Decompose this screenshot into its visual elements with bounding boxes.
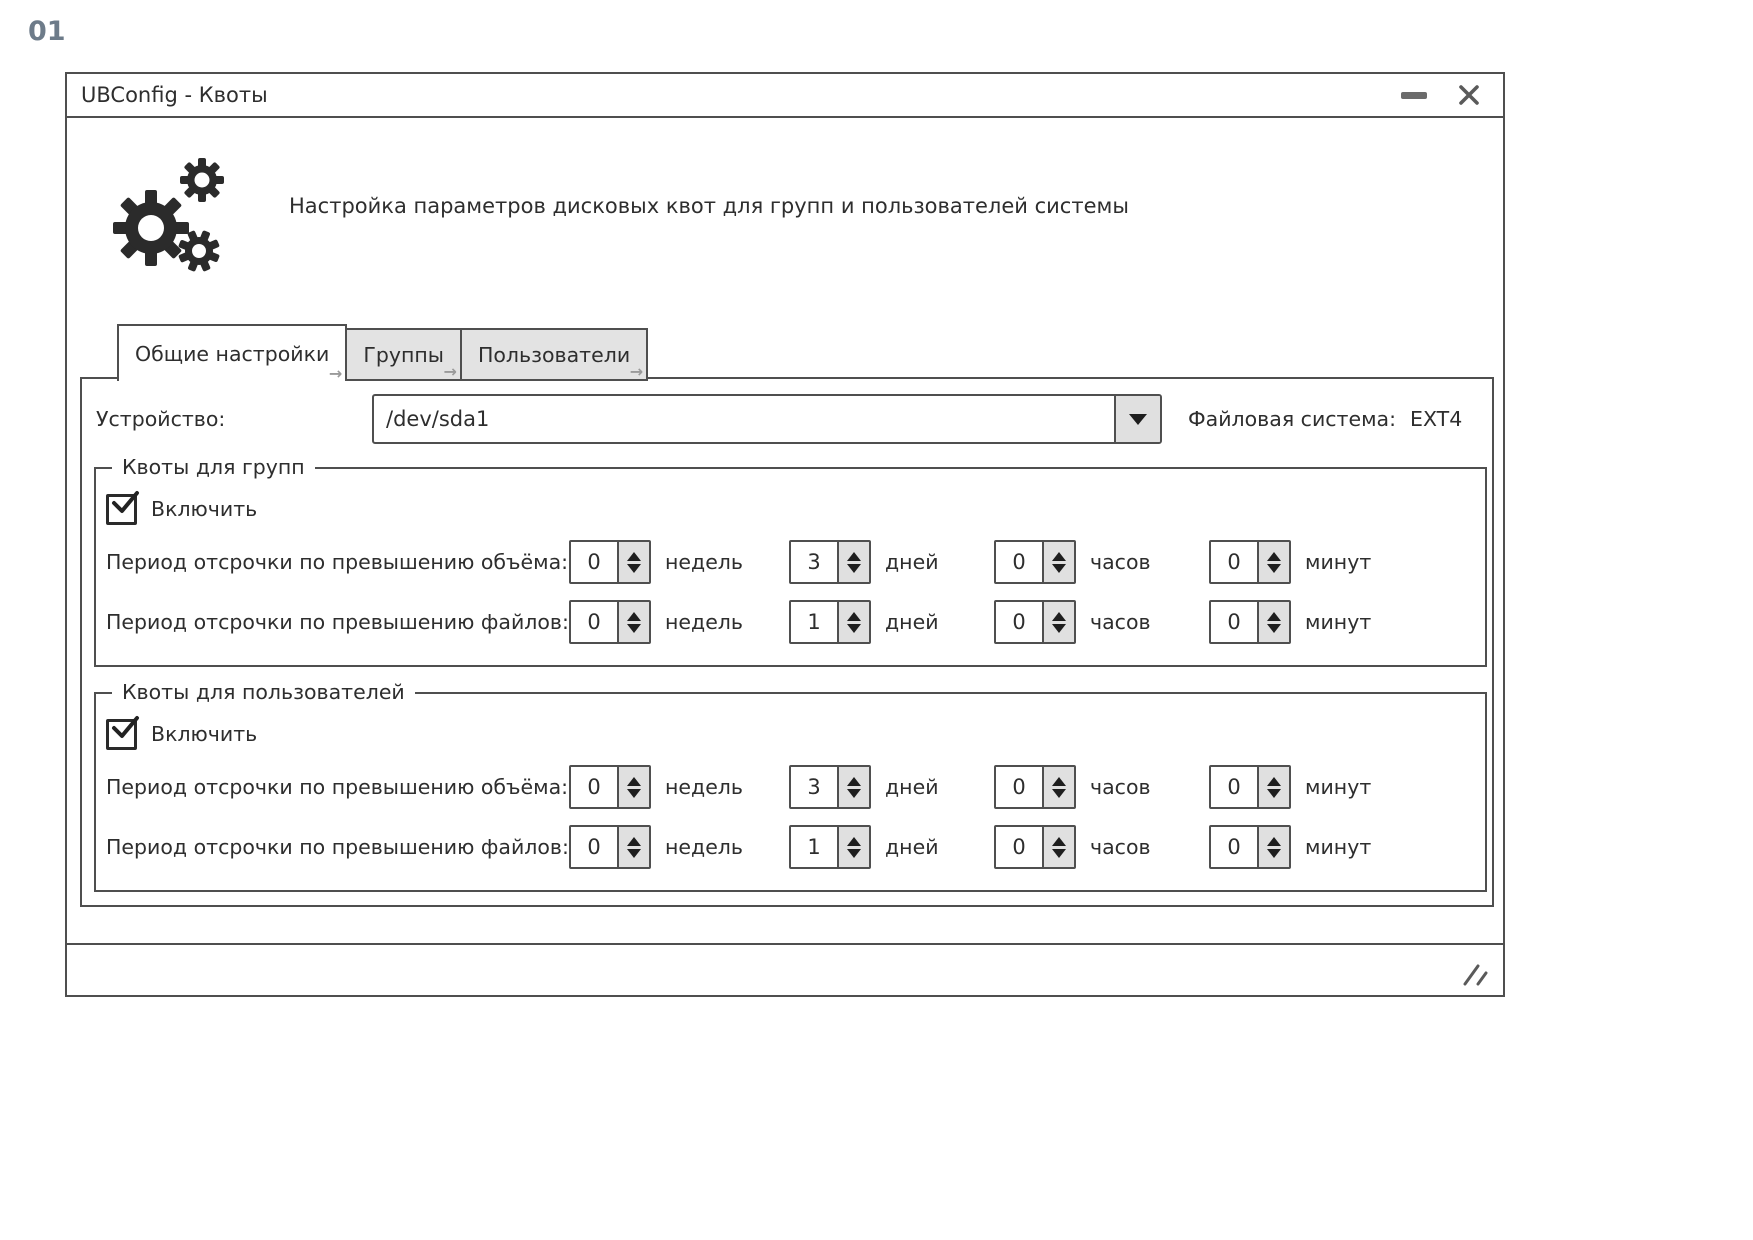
minimize-icon <box>1401 92 1427 99</box>
spinner-minutes[interactable] <box>1209 540 1291 584</box>
time-field <box>1209 764 1371 810</box>
unit-label: часов <box>1090 775 1151 799</box>
spinner-up-icon[interactable] <box>627 552 641 561</box>
spinner-buttons[interactable] <box>1257 767 1289 807</box>
spinner-buttons[interactable] <box>1042 767 1074 807</box>
row-files-delay <box>106 599 1485 645</box>
spinner-value[interactable]: 0 <box>587 775 601 799</box>
enable-row <box>106 718 1485 750</box>
spinner-buttons[interactable] <box>617 602 649 642</box>
unit-label: недель <box>665 835 743 859</box>
groupbox-group-quotas <box>94 455 1487 667</box>
unit-label: минут <box>1305 610 1372 634</box>
enable-row <box>106 493 1485 525</box>
spinner-down-icon[interactable] <box>847 849 861 858</box>
spinner-down-icon[interactable] <box>627 849 641 858</box>
spinner-down-icon[interactable] <box>1052 849 1066 858</box>
spinner-up-icon[interactable] <box>1052 552 1066 561</box>
spinner-buttons[interactable] <box>617 827 649 867</box>
unit-label: дней <box>885 775 939 799</box>
spinner-buttons[interactable] <box>837 767 869 807</box>
row-files-delay <box>106 824 1485 870</box>
unit-label: минут <box>1305 835 1372 859</box>
spinner-up-icon[interactable] <box>627 612 641 621</box>
row-volume-delay <box>106 539 1485 585</box>
spinner-buttons[interactable] <box>1042 827 1074 867</box>
unit-label: минут <box>1305 775 1372 799</box>
spinner-up-icon[interactable] <box>1052 837 1066 846</box>
spinner-value[interactable]: 0 <box>587 550 601 574</box>
spinner-up-icon[interactable] <box>847 612 861 621</box>
spinner-buttons[interactable] <box>837 827 869 867</box>
tab-label: Общие настройки <box>135 341 330 366</box>
tab-link-arrow-icon: → <box>629 362 644 381</box>
spinner-up-icon[interactable] <box>1267 777 1281 786</box>
spinner-down-icon[interactable] <box>847 624 861 633</box>
groupbox-legend: Квоты для групп <box>112 455 315 479</box>
device-row <box>96 393 1462 445</box>
spinner-days[interactable] <box>789 540 871 584</box>
spinner-up-icon[interactable] <box>1267 837 1281 846</box>
gears-icon <box>109 148 249 276</box>
tab-bar <box>117 324 646 381</box>
device-value: /dev/sda1 <box>386 407 490 431</box>
window-titlebar[interactable] <box>67 74 1503 118</box>
tab-general-settings[interactable] <box>117 324 347 381</box>
spinner-buttons[interactable] <box>1257 602 1289 642</box>
spinner-value[interactable]: 0 <box>1227 775 1241 799</box>
slide-number: 01 <box>28 16 66 47</box>
spinner-value[interactable]: 0 <box>1227 835 1241 859</box>
spinner-buttons[interactable] <box>1042 602 1074 642</box>
spinner-down-icon[interactable] <box>1267 624 1281 633</box>
chevron-down-icon <box>1129 414 1147 425</box>
unit-label: дней <box>885 835 939 859</box>
enable-checkbox[interactable] <box>106 719 137 750</box>
unit-label: минут <box>1305 550 1372 574</box>
spinner-value[interactable]: 3 <box>807 775 821 799</box>
spinner-buttons[interactable] <box>617 767 649 807</box>
groupbox-rows <box>106 539 1485 645</box>
unit-label: часов <box>1090 835 1151 859</box>
resize-grip-icon[interactable] <box>1461 963 1489 987</box>
enable-label: Включить <box>151 722 258 746</box>
unit-label: часов <box>1090 610 1151 634</box>
spinner-down-icon[interactable] <box>847 564 861 573</box>
tab-groups[interactable] <box>345 328 462 381</box>
spinner-up-icon[interactable] <box>1267 612 1281 621</box>
spinner-up-icon[interactable] <box>847 837 861 846</box>
spinner-down-icon[interactable] <box>1267 789 1281 798</box>
spinner-buttons[interactable] <box>837 602 869 642</box>
time-field <box>994 764 1151 810</box>
unit-label: недель <box>665 610 743 634</box>
time-field <box>1209 824 1371 870</box>
spinner-up-icon[interactable] <box>1267 552 1281 561</box>
time-field <box>994 599 1151 645</box>
spinner-value[interactable]: 0 <box>1012 550 1026 574</box>
time-field <box>994 824 1151 870</box>
time-field <box>569 824 743 870</box>
spinner-value[interactable]: 0 <box>1012 775 1026 799</box>
tab-users[interactable] <box>460 328 648 381</box>
spinner-buttons[interactable] <box>837 542 869 582</box>
spinner-down-icon[interactable] <box>1052 789 1066 798</box>
spinner-value[interactable]: 0 <box>587 835 601 859</box>
filesystem-value: EXT4 <box>1410 407 1463 431</box>
spinner-hours[interactable] <box>994 765 1076 809</box>
spinner-value[interactable]: 0 <box>1012 835 1026 859</box>
spinner-value[interactable]: 1 <box>807 610 821 634</box>
filesystem-label: Файловая система: <box>1188 407 1397 431</box>
spinner-up-icon[interactable] <box>627 837 641 846</box>
time-field <box>789 764 939 810</box>
spinner-value[interactable]: 0 <box>1227 550 1241 574</box>
unit-label: часов <box>1090 550 1151 574</box>
tab-panel <box>80 377 1494 907</box>
row-label: Период отсрочки по превышению объёма: <box>106 775 569 799</box>
groupbox-legend: Квоты для пользователей <box>112 680 415 704</box>
quota-sections <box>94 455 1487 917</box>
spinner-up-icon[interactable] <box>847 552 861 561</box>
time-field <box>1209 599 1371 645</box>
spinner-hours[interactable] <box>994 825 1076 869</box>
spinner-weeks[interactable] <box>569 765 651 809</box>
spinner-buttons[interactable] <box>1257 827 1289 867</box>
spinner-buttons[interactable] <box>1042 542 1074 582</box>
time-field <box>789 824 939 870</box>
spinner-up-icon[interactable] <box>847 777 861 786</box>
statusbar <box>67 943 1503 995</box>
unit-label: дней <box>885 550 939 574</box>
window-title: UBConfig - Квоты <box>81 83 268 107</box>
spinner-down-icon[interactable] <box>627 564 641 573</box>
spinner-value[interactable]: 0 <box>1227 610 1241 634</box>
unit-label: дней <box>885 610 939 634</box>
spinner-minutes[interactable] <box>1209 765 1291 809</box>
spinner-days[interactable] <box>789 765 871 809</box>
time-field <box>994 539 1151 585</box>
spinner-up-icon[interactable] <box>1052 612 1066 621</box>
spinner-weeks[interactable] <box>569 600 651 644</box>
spinner-hours[interactable] <box>994 540 1076 584</box>
spinner-weeks[interactable] <box>569 540 651 584</box>
tab-link-arrow-icon: → <box>443 362 457 381</box>
spinner-down-icon[interactable] <box>847 789 861 798</box>
close-icon <box>1457 83 1481 107</box>
spinner-value[interactable]: 1 <box>807 835 821 859</box>
spinner-value[interactable]: 3 <box>807 550 821 574</box>
enable-label: Включить <box>151 497 258 521</box>
spinner-minutes[interactable] <box>1209 600 1291 644</box>
row-volume-delay <box>106 764 1485 810</box>
row-label: Период отсрочки по превышению объёма: <box>106 550 569 574</box>
device-label: Устройство: <box>96 407 226 431</box>
unit-label: недель <box>665 775 743 799</box>
spinner-down-icon[interactable] <box>1052 624 1066 633</box>
device-combobox[interactable] <box>372 394 1162 444</box>
window-description: Настройка параметров дисковых квот для групп и пользователей системы <box>289 194 1129 218</box>
time-field <box>789 539 939 585</box>
spinner-down-icon[interactable] <box>1052 564 1066 573</box>
unit-label: недель <box>665 550 743 574</box>
time-field <box>789 599 939 645</box>
spinner-up-icon[interactable] <box>627 777 641 786</box>
time-field <box>1209 539 1371 585</box>
time-field <box>569 764 743 810</box>
spinner-down-icon[interactable] <box>1267 564 1281 573</box>
time-field <box>569 539 743 585</box>
row-label: Период отсрочки по превышению файлов: <box>106 610 569 634</box>
spinner-minutes[interactable] <box>1209 825 1291 869</box>
spinner-buttons[interactable] <box>617 542 649 582</box>
ubconfig-window <box>65 72 1505 997</box>
groupbox-rows <box>106 764 1485 870</box>
tab-label: Пользователи <box>477 342 631 367</box>
spinner-value[interactable]: 0 <box>1012 610 1026 634</box>
spinner-weeks[interactable] <box>569 825 651 869</box>
time-field <box>569 599 743 645</box>
dropdown-button[interactable] <box>1114 396 1160 442</box>
row-label: Период отсрочки по превышению файлов: <box>106 835 569 859</box>
close-button[interactable] <box>1457 83 1481 107</box>
spinner-down-icon[interactable] <box>1267 849 1281 858</box>
spinner-buttons[interactable] <box>1257 542 1289 582</box>
checkmark-icon <box>110 715 140 741</box>
enable-checkbox[interactable] <box>106 494 137 525</box>
spinner-hours[interactable] <box>994 600 1076 644</box>
spinner-value[interactable]: 0 <box>587 610 601 634</box>
spinner-days[interactable] <box>789 600 871 644</box>
window-controls <box>1401 83 1481 107</box>
spinner-up-icon[interactable] <box>1052 777 1066 786</box>
minimize-button[interactable] <box>1401 92 1427 99</box>
checkmark-icon <box>110 490 140 516</box>
spinner-days[interactable] <box>789 825 871 869</box>
groupbox-user-quotas <box>94 680 1487 892</box>
spinner-down-icon[interactable] <box>627 624 641 633</box>
tab-link-arrow-icon: → <box>328 364 343 383</box>
spinner-down-icon[interactable] <box>627 789 641 798</box>
tab-label: Группы <box>363 342 444 367</box>
